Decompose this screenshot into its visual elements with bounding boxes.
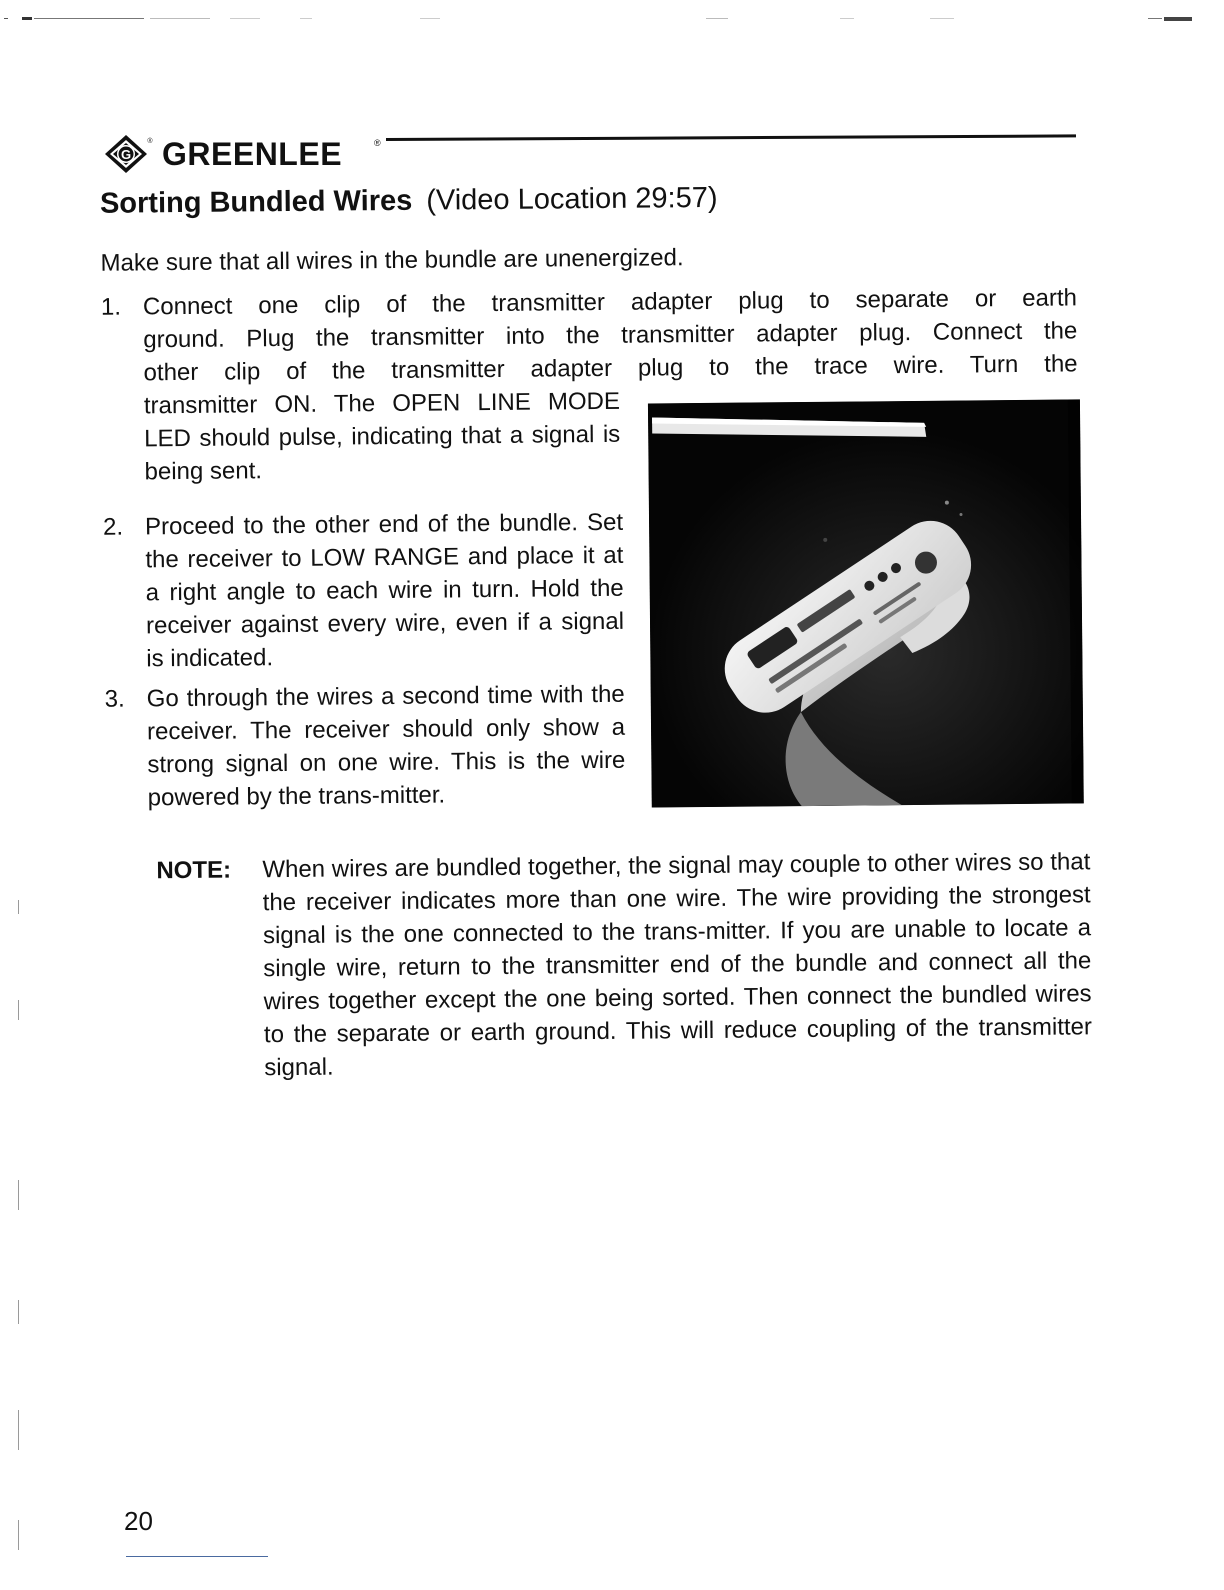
- svg-text:G: G: [120, 147, 132, 162]
- step-line: ground. Plug the transmitter into the transmitter adapter plug. Connect the: [143, 317, 1078, 354]
- step-number: 1.: [100, 293, 122, 321]
- step-text: Proceed to the other end of the bundle. Set the receiver to LOW RANGE and place it at a right angle to each wire in turn. Hold the receiver against every wire, even if a signal is indicated.: [144, 508, 625, 673]
- step-2: [102, 506, 633, 673]
- registered-mark: ®: [374, 138, 381, 148]
- video-location: (Video Location 29:57): [426, 181, 718, 217]
- brand-name: GREENLEE: [162, 136, 343, 172]
- bottom-rule: [126, 1556, 268, 1557]
- step-number: 2.: [102, 513, 124, 541]
- step-line: Connect one clip of the transmitter adapter plug to separate or earth: [142, 284, 1078, 321]
- receiver-in-hand-illustration: [648, 399, 1084, 807]
- note-text: When wires are bundled together, the signal may couple to other wires so that the receiver indicates more than one wire. The wire providing the strongest signal is the one connected to the trans-mitter. If you are unable to locate a single wire, return to the transmitter end of the bundle and connect all the wires together except the one being sorted. Then connect the bundled wires to the separate or earth ground. This will reduce coupling of the transmitter signal.: [262, 848, 1093, 1082]
- page-number: 20: [124, 1506, 153, 1536]
- step-text: Go through the wires a second time with the receiver. The receiver should only show a strong signal on one wire. This is the wire powered by the trans-mitter.: [146, 680, 626, 812]
- step-1: [100, 281, 1081, 486]
- intro-paragraph: Make sure that all wires in the bundle are unenergized.: [100, 244, 684, 277]
- svg-text:®: ®: [147, 138, 153, 145]
- receiver-photo: [648, 399, 1084, 807]
- step-line: transmitter ON. The OPEN LINE MODE LED should pulse, indicating that a signal is being sent.: [143, 387, 621, 486]
- note: [156, 845, 1096, 1082]
- section-title-main: Sorting Bundled Wires: [99, 184, 413, 220]
- step-3: [104, 678, 635, 812]
- note-label: NOTE:: [156, 856, 232, 885]
- step-line: other clip of the transmitter adapter plug to the trace wire. Turn the: [143, 350, 1078, 387]
- step-number: 3.: [104, 685, 125, 713]
- section-title: [100, 178, 1000, 221]
